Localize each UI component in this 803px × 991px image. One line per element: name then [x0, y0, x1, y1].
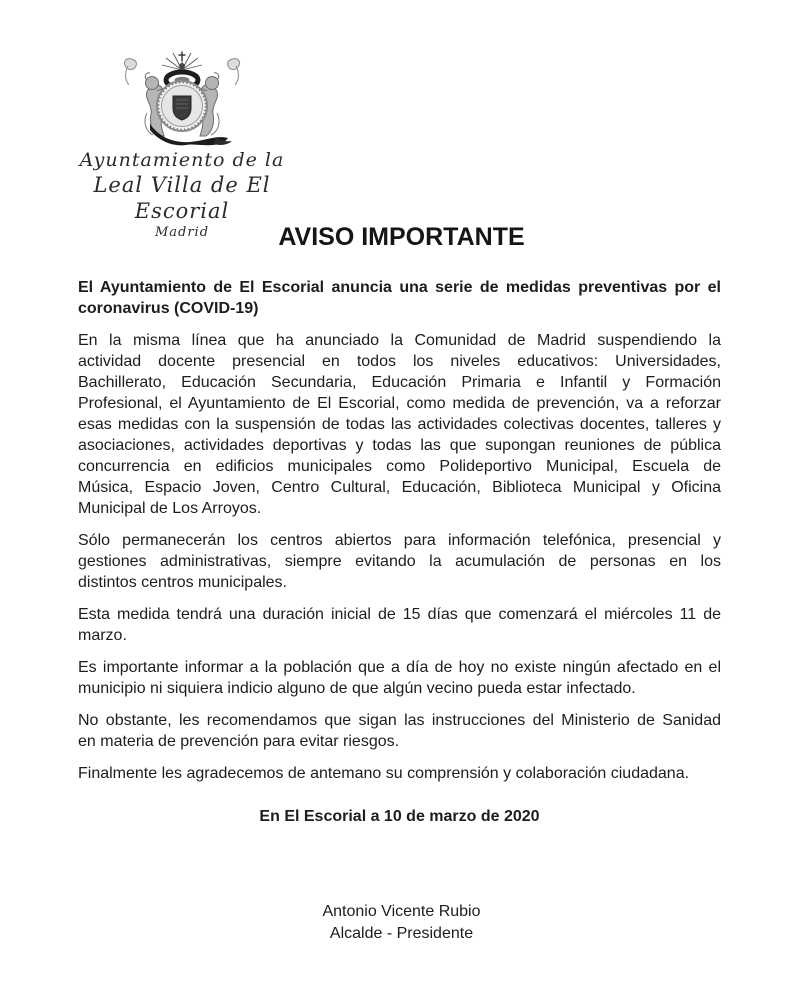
paragraph-line: distintos centros municipales. [78, 574, 287, 591]
paragraph-line: municipio ni siquiera indicio alguno de que algún vecino pueda estar infectado. [78, 680, 636, 697]
paragraph-line: Municipal de Los Arroyos. [78, 500, 262, 517]
signature-block [0, 901, 803, 945]
paragraph-2 [78, 530, 721, 593]
org-name-line2: Leal Villa de El Escorial [93, 173, 271, 223]
paragraph-3 [78, 604, 721, 646]
paragraph-line: Sólo permanecerán los centros abiertos para información telefónica, presencial y [78, 532, 721, 549]
notice-subtitle [78, 277, 721, 319]
paragraph-line: gestiones administrativas, siempre evitando la acumulación de personas en los [78, 553, 721, 570]
paragraph-line: asociaciones, actividades deportivas y todas las que supongan reuniones de pública [78, 437, 721, 454]
paragraph-line: Es importante informar a la población que a día de hoy no existe ningún afectado en el [78, 659, 721, 676]
paragraph-line: Finalmente les agradecemos de antemano su comprensión y colaboración ciudadana. [78, 765, 690, 782]
paragraph-5 [78, 710, 721, 752]
paragraph-line: Profesional, el Ayuntamiento de El Escorial, como medida de prevención, va a reforzar [78, 395, 721, 412]
paragraph-line: No obstante, les recomendamos que sigan las instrucciones del Ministerio de Sanidad [78, 712, 721, 729]
paragraph-1 [78, 330, 721, 519]
date-place-line: En El Escorial a 10 de marzo de 2020 [259, 808, 540, 825]
letterhead [56, 50, 308, 242]
subtitle-line: El Ayuntamiento de El Escorial anuncia una serie de medidas preventivas por el [78, 279, 721, 296]
paragraph-line: esas medidas con la suspensión de todas las actividades colectivas docentes, talleres y [78, 416, 721, 433]
notice-body [78, 277, 721, 827]
org-name-line1: Ayuntamiento de la [79, 149, 285, 171]
org-name-line3: Madrid [154, 225, 210, 240]
signer-title: Alcalde - Presidente [329, 925, 474, 942]
paragraph-4 [78, 657, 721, 699]
coat-of-arms-icon [116, 50, 248, 146]
paragraph-6 [78, 763, 721, 784]
subtitle-line: coronavirus (COVID-19) [78, 300, 259, 317]
paragraph-line: concurrencia en edificios municipales como Polideportivo Municipal, Escuela de [78, 458, 721, 475]
notice-title: AVISO IMPORTANTE [278, 223, 525, 251]
paragraph-line: marzo. [78, 627, 127, 644]
paragraph-line: en materia de prevención para evitar riesgos. [78, 733, 400, 750]
paragraph-line: Bachillerato, Educación Secundaria, Educación Primaria e Infantil y Formación [78, 374, 721, 391]
paragraph-line: En la misma línea que ha anunciado la Comunidad de Madrid suspendiendo la [78, 332, 721, 349]
paragraph-line: actividad docente presencial en todos los niveles educativos: Universidades, [78, 353, 721, 370]
signer-name: Antonio Vicente Rubio [322, 903, 481, 920]
paragraph-line: Música, Espacio Joven, Centro Cultural, Educación, Biblioteca Municipal y Oficina [78, 479, 721, 496]
paragraph-line: Esta medida tendrá una duración inicial de 15 días que comenzará el miércoles 11 de [78, 606, 721, 623]
